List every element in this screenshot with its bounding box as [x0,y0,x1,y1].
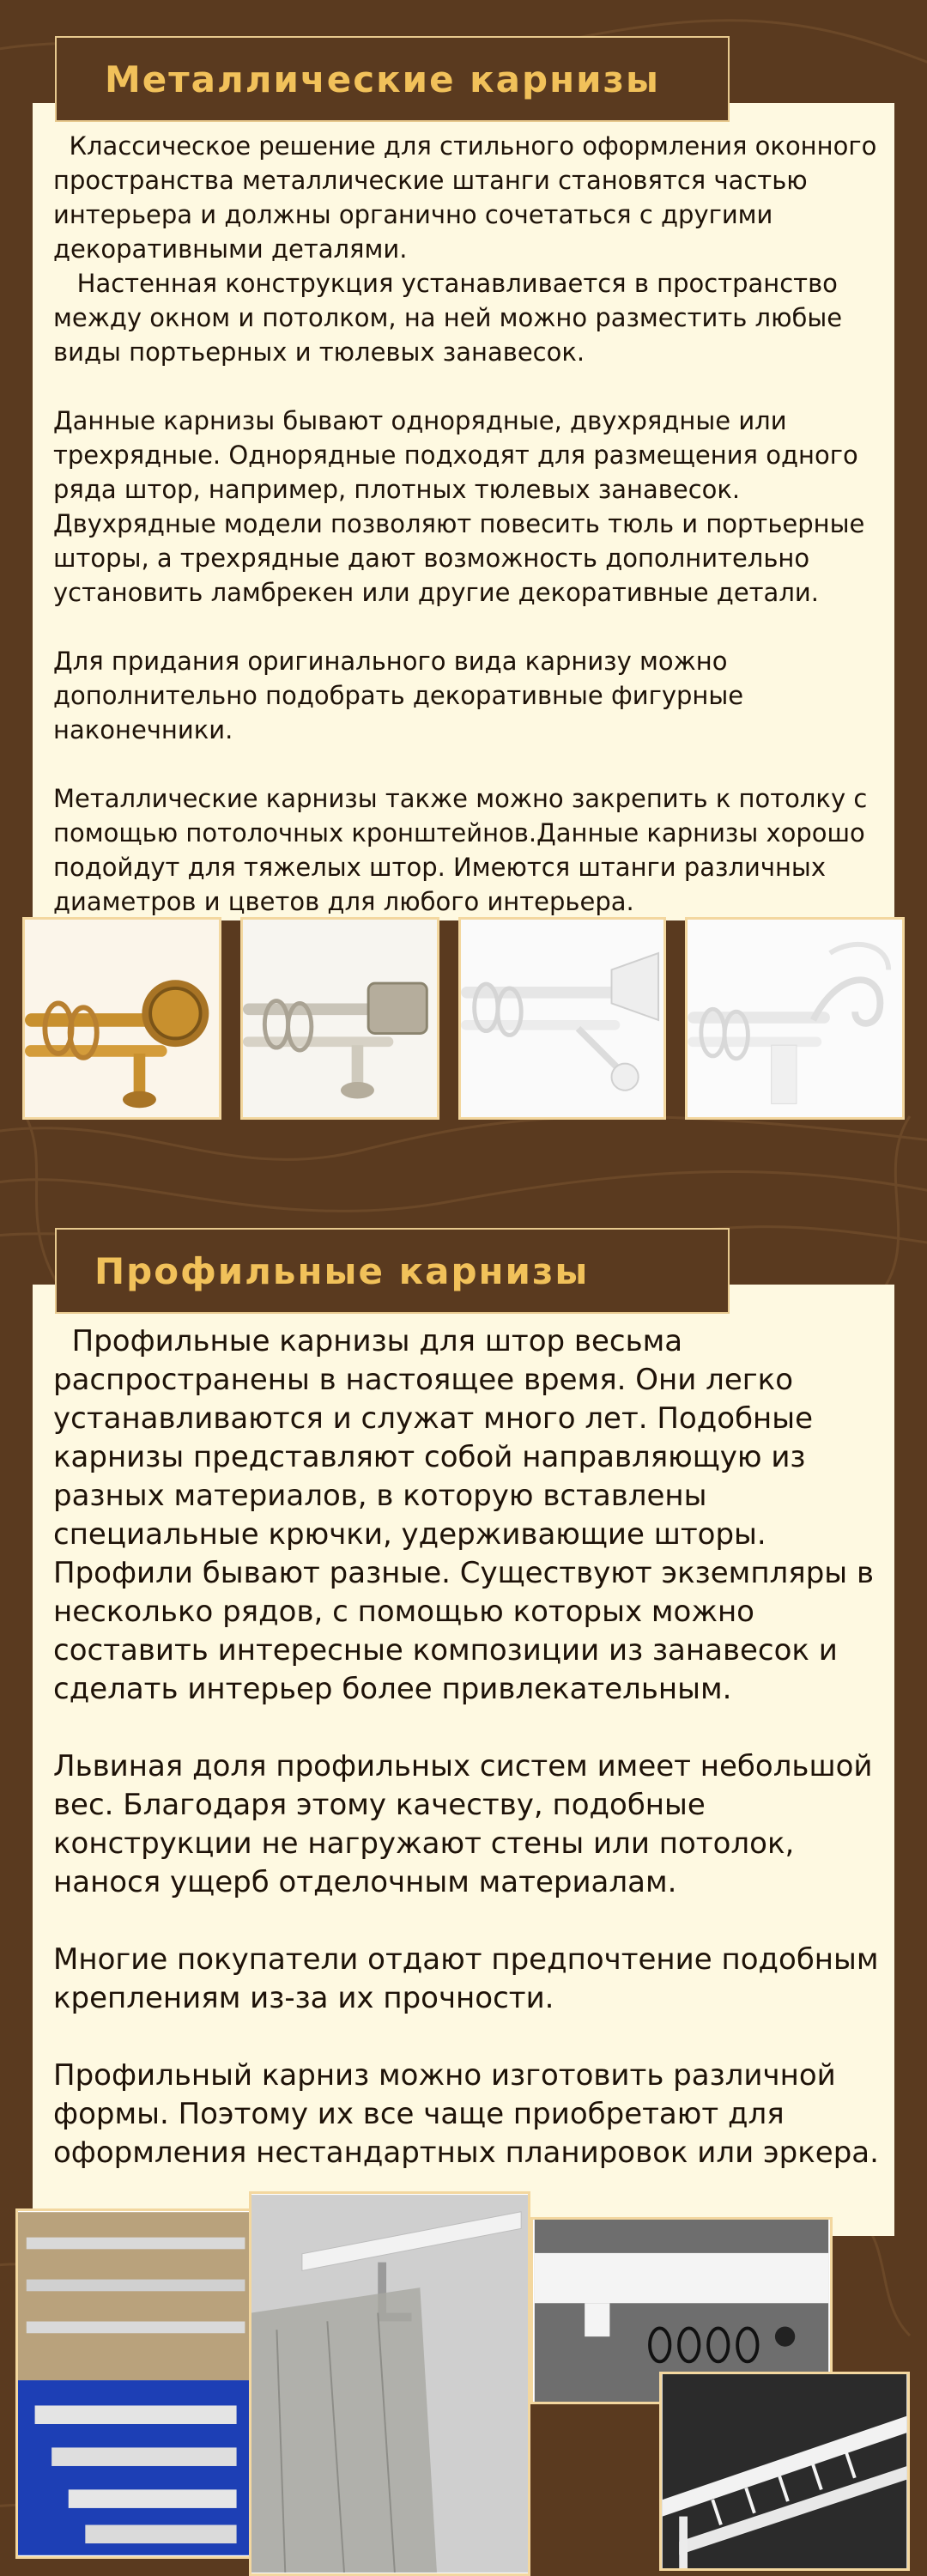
white-curtain-rod-icon [461,920,663,1117]
white-scroll-curtain-rod-photo [685,917,905,1120]
paragraph-spacer [53,1709,888,1747]
profile-paragraph-4: Профильный карниз можно изготовить различной формы. Поэтому их все чаще приобретают для оформления нестандартных планировок или эркера. [53,2058,879,2170]
paragraph-spacer [53,369,884,404]
aluminum-profiles-stack-photo [15,2208,263,2559]
metal-section-title: Металлические карнизы [55,36,730,122]
multi-row-profile-photo [659,2372,910,2571]
metal-paragraph-2: Данные карнизы бывают однорядные, двухрядные или трехрядные. Однорядные подходят для размещения одного ряда штор, например, плотных тюлевых занавесок. Двухрядные модели позволяют повесить тюль и портьерные шторы, а трехрядные дают возможность дополнительно установить ламбрекен или другие декоративные детали. [53,406,873,607]
white-curtain-rod-photo [458,917,666,1120]
paragraph-spacer [53,1902,888,1941]
multi-row-profile-icon [662,2374,907,2568]
metal-section-text [53,129,884,919]
gold-curtain-rod-icon [25,920,219,1117]
paragraph-spacer [53,747,884,781]
profile-paragraph-1: Профильные карнизы для штор весьма распространены в настоящее время. Они легко устанавливаются и служат много лет. Подобные карнизы представляют собой направляющую из разных материалов, в которую вставлены специальные крючки, удерживающие шторы. Профили бывают разные. Существуют экземпляры в несколько рядов, с помощью которых можно составить интересные композиции из занавесок и сделать интерьер более привлекательным. [53,1324,883,1706]
white-scroll-curtain-rod-icon [688,920,902,1117]
ceiling-profile-with-curtain-icon [251,2194,528,2573]
metal-paragraph-1: Классическое решение для стильного оформления оконного пространства металлические штанги становятся частью интерьера и должны органично сочетаться с другими декоративными деталями. Настенная конструкция устанавливается в пространство между окном и потолком, на ней можно разместить любые виды портьерных и тюлевых занавесок. [53,131,877,367]
silver-curtain-rod-photo [240,917,439,1120]
aluminum-profiles-stack-icon [18,2211,260,2556]
silver-curtain-rod-icon [243,920,437,1117]
profile-section-text [53,1322,888,2172]
metal-paragraph-4: Металлические карнизы также можно закрепить к потолку с помощью потолочных кронштейнов.Данные карнизы хорошо подойдут для тяжелых штор. Имеются штанги различных диаметров и цветов для любого интерьера. [53,784,876,916]
profile-section-title: Профильные карнизы [55,1228,730,1314]
profile-paragraph-3: Многие покупатели отдают предпочтение подобным креплениям из-за их прочности. [53,1942,888,2015]
paragraph-spacer [53,610,884,644]
paragraph-spacer [53,2018,888,2057]
metal-paragraph-3: Для придания оригинального вида карнизу можно дополнительно подобрать декоративные фигурные наконечники. [53,647,752,744]
profile-paragraph-2: Львиная доля профильных систем имеет небольшой вес. Благодаря этому качеству, подобные конструкции не нагружают стены или потолок, нанося ущерб отделочным материалам. [53,1749,882,1899]
ceiling-profile-with-curtain-photo [249,2191,530,2576]
gold-curtain-rod-photo [22,917,221,1120]
